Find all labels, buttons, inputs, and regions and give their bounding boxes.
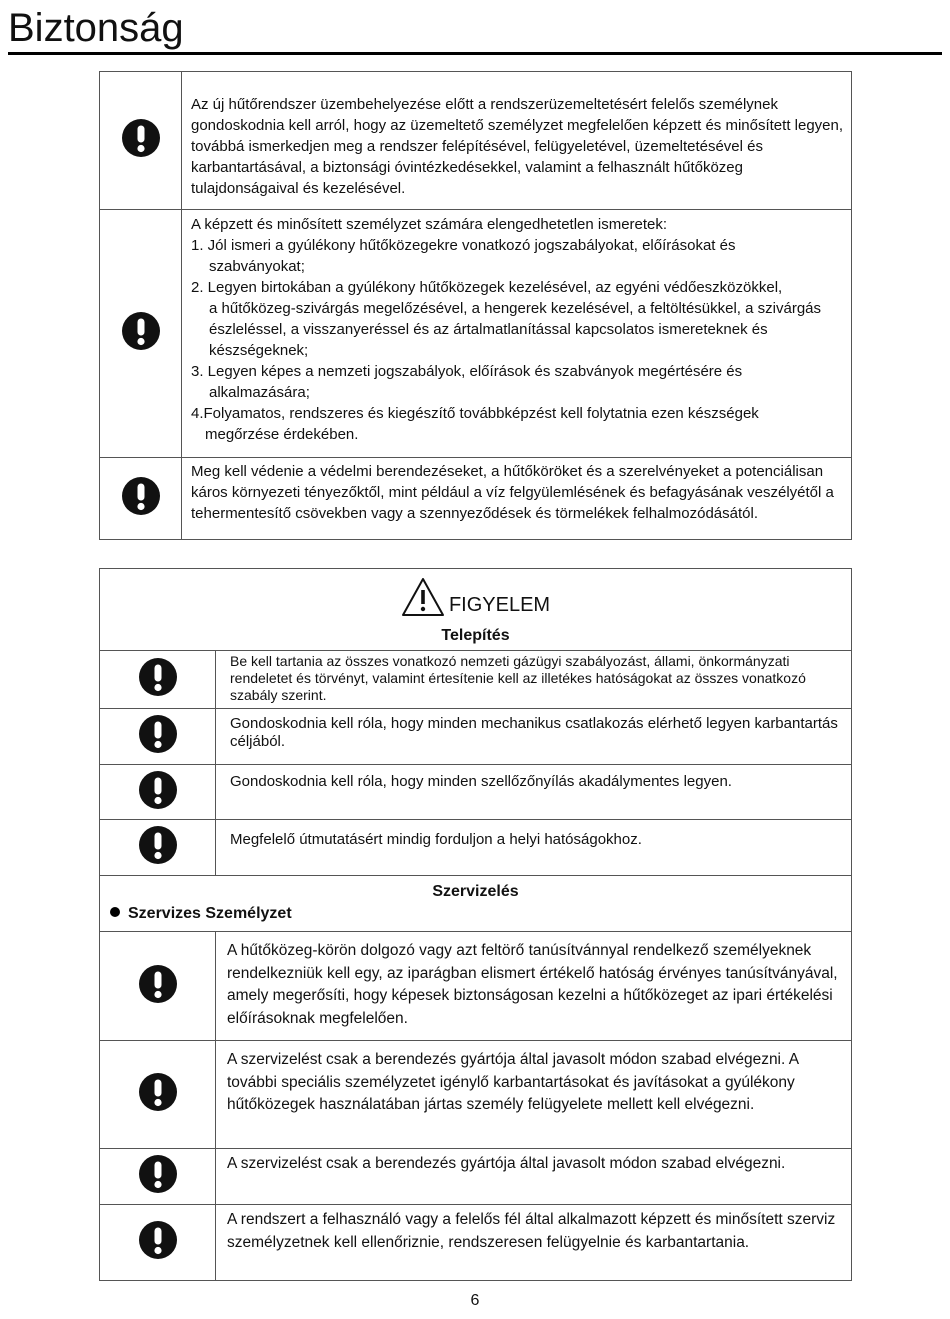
list-item: 1. Jól ismeri a gyúlékony hűtőközegekre vonatkozó jogszabályokat, előírásokat és szabványokat;: [191, 237, 736, 275]
service-personnel-heading: Szervizes Személyzet: [100, 902, 851, 923]
safety-table-general: [99, 71, 852, 540]
exclamation-circle-icon: [138, 657, 178, 697]
service-heading: Szervizelés: [432, 883, 519, 900]
icon-cell: [100, 765, 216, 820]
installation-item: Gondoskodnia kell róla, hogy minden mechanikus csatlakozás elérhető legyen karbantartás céljából.: [230, 715, 838, 750]
text-cell: [182, 72, 852, 210]
service-header-cell: [100, 876, 852, 932]
service-item: A szervizelést csak a berendezés gyártója által javasolt módon szabad elvégezni.: [227, 1155, 786, 1172]
exclamation-circle-icon: [121, 476, 161, 516]
installation-item: Megfelelő útmutatásért mindig forduljon a helyi hatóságokhoz.: [230, 831, 642, 848]
paragraph-training: Az új hűtőrendszer üzembehelyezése előtt a rendszerüzemeltetésért felelős személynek gondoskodnia kell arról, hogy az üzemeltető személyzet megfelelően képzett és minősített legyen, továbbá ismerkedjen meg a rendszer felépítésével, felügyeletével, üzemeltetésével és karbantartásával, a biztonsági óvintézkedésekkel, valamint a felhasznált hűtőközeg tulajdonságaival és kezelésével.: [191, 96, 844, 197]
icon-cell: [100, 932, 216, 1041]
list-item: 2. Legyen birtokában a gyúlékony hűtőközegek kezelésével, az egyéni védőeszközökkel, a hűtőközeg-szivárgás megelőzésével, a hengerek kezelésével, a feltöltésükkel, a szivárgás észleléssel, a visszanyeréssel és az ártalmatlanítással kapcsolatos ismereteknek és készségeknek;: [191, 279, 821, 359]
text-cell: [216, 932, 852, 1041]
exclamation-circle-icon: [121, 311, 161, 351]
icon-cell: [100, 1149, 216, 1205]
text-cell: [216, 1149, 852, 1205]
warning-table: [99, 568, 852, 1281]
service-item: A szervizelést csak a berendezés gyártója által javasolt módon szabad elvégezni. A további speciális személyzetet igénylő karbantartásokat és javításokat a gyúlékony hűtőközegek használatában jártas személy felügyelete mellett kell elvégezni.: [227, 1051, 799, 1113]
text-cell: [182, 458, 852, 540]
exclamation-circle-icon: [138, 1072, 178, 1112]
text-cell: [216, 1205, 852, 1281]
service-item: A rendszert a felhasználó vagy a felelős fél által alkalmazott képzett és minősített szerviz személyzetnek kell ellenőriznie, rendszeresen felügyelnie és karbantartania.: [227, 1211, 836, 1251]
page-title: Biztonság: [8, 6, 184, 50]
list-heading: A képzett és minősített személyzet számára elengedhetetlen ismeretek:: [191, 216, 668, 233]
text-cell: [182, 210, 852, 458]
warning-header-cell: [100, 569, 852, 651]
icon-cell: [100, 458, 182, 540]
list-item: 3. Legyen képes a nemzeti jogszabályok, előírások és szabványok megértésére és alkalmazására;: [191, 363, 743, 401]
installation-item: Gondoskodnia kell róla, hogy minden szellőzőnyílás akadálymentes legyen.: [230, 773, 732, 790]
text-cell: [216, 1041, 852, 1149]
icon-cell: [100, 210, 182, 458]
icon-cell: [100, 820, 216, 876]
title-rule: [8, 52, 942, 55]
exclamation-circle-icon: [138, 714, 178, 754]
exclamation-circle-icon: [138, 825, 178, 865]
exclamation-circle-icon: [138, 1220, 178, 1260]
warning-triangle-icon: [401, 577, 445, 617]
bullet-icon: [110, 907, 120, 917]
exclamation-circle-icon: [121, 118, 161, 158]
text-cell: [216, 651, 852, 709]
installation-heading: Telepítés: [441, 627, 510, 644]
text-cell: [216, 765, 852, 820]
warning-title: FIGYELEM: [401, 577, 550, 617]
icon-cell: [100, 709, 216, 765]
icon-cell: [100, 651, 216, 709]
exclamation-circle-icon: [138, 1154, 178, 1194]
icon-cell: [100, 1205, 216, 1281]
text-cell: [216, 709, 852, 765]
icon-cell: [100, 72, 182, 210]
icon-cell: [100, 1041, 216, 1149]
text-cell: [216, 820, 852, 876]
exclamation-circle-icon: [138, 770, 178, 810]
installation-item: Be kell tartania az összes vonatkozó nemzeti gázügyi szabályozást, állami, önkormányzati rendeletet és törvényt, valamint értesítenie kell az illetékes hatóságokat az összes vonatkozó szabály szerint.: [230, 653, 806, 703]
list-item: 4.Folyamatos, rendszeres és kiegészítő továbbképzést kell folytatnia ezen készségek megőrzése érdekében.: [191, 405, 759, 443]
exclamation-circle-icon: [138, 964, 178, 1004]
service-item: A hűtőközeg-körön dolgozó vagy azt feltörő tanúsítvánnyal rendelkező személyeknek rendelkezniük kell egy, az iparágban elismert értékelő hatóság érvényes tanúsítványával, amely megerősíti, hogy képesek biztonságosan kezelni a hűtőközeget az ipari értékelési előírásoknak megfelelően.: [227, 942, 838, 1027]
paragraph-protection: Meg kell védenie a védelmi berendezéseket, a hűtőköröket és a szerelvényeket a potenciálisan káros környezeti tényezőktől, mint például a víz felgyülemlésének és befagyásának veszélyétől a tehermentesítő csövekben vagy a szennyeződések és törmelékek felhalmozódásától.: [191, 463, 834, 522]
page-number: 6: [470, 1292, 480, 1309]
